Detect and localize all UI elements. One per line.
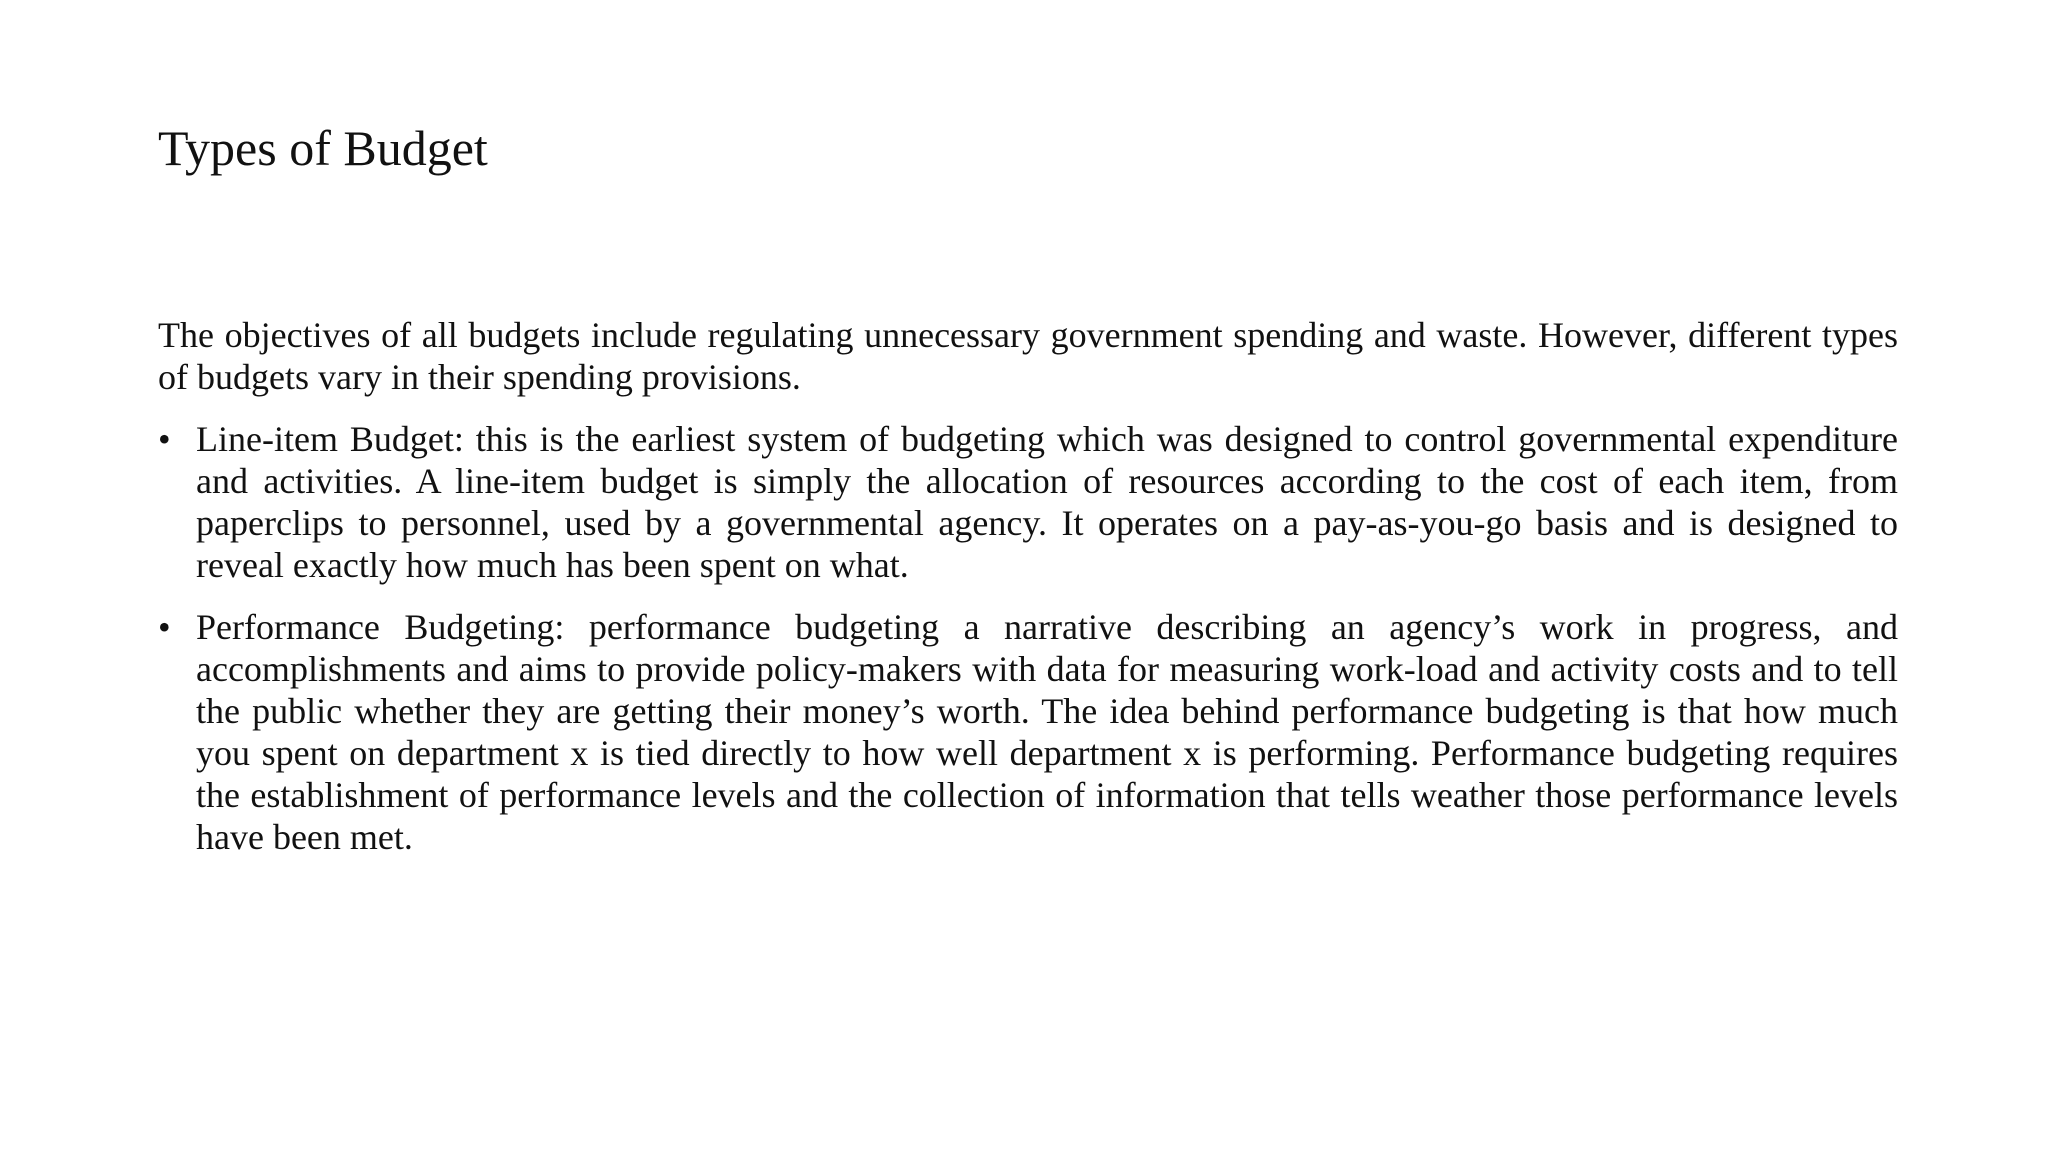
bullet-text: Line-item Budget: this is the earliest system of budgeting which was designed to control governmental expenditure and activities. A line-item budget is simply the allocation of resources according to the cost of each item, from paperclips to personnel, used by a governmental agency. It operates on a pay-as-you-go basis and is designed to reveal exactly how much has been spent on what.	[196, 419, 1898, 585]
bullet-item-performance-budgeting	[158, 606, 1898, 858]
intro-paragraph: The objectives of all budgets include regulating unnecessary government spending and waste. However, different types of budgets vary in their spending provisions.	[158, 315, 1898, 397]
slide-title: Types of Budget	[158, 120, 488, 176]
bullet-icon: •	[158, 607, 171, 647]
slide-body	[158, 314, 1898, 878]
bullet-item-line-item-budget	[158, 418, 1898, 586]
bullet-text: Performance Budgeting: performance budgeting a narrative describing an agency’s work in progress, and accomplishments and aims to provide policy-makers with data for measuring work-load and activity costs and to tell the public whether they are getting their money’s worth. The idea behind performance budgeting is that how much you spent on department x is tied directly to how well department x is performing. Performance budgeting requires the establishment of performance levels and the collection of information that tells weather those performance levels have been met.	[196, 607, 1898, 857]
bullet-list	[158, 418, 1898, 858]
bullet-icon: •	[158, 419, 171, 459]
